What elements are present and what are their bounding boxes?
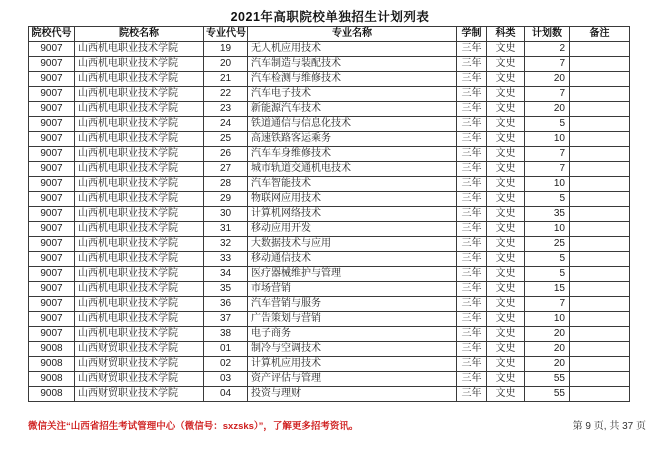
cell-duration: 三年 xyxy=(457,267,487,282)
cell-note xyxy=(570,372,630,387)
table-row xyxy=(29,222,630,237)
cell-college-name: 山西机电职业技术学院 xyxy=(75,132,204,147)
cell-college-code: 9008 xyxy=(29,342,75,357)
cell-plan-count: 7 xyxy=(525,297,570,312)
page-title: 2021年高职院校单独招生计划列表 xyxy=(230,10,430,24)
cell-subject-category: 文史 xyxy=(487,342,525,357)
cell-subject-category: 文史 xyxy=(487,327,525,342)
cell-major-code: 29 xyxy=(204,192,248,207)
column-header-7: 备注 xyxy=(570,27,630,42)
cell-plan-count: 35 xyxy=(525,207,570,222)
cell-major-code: 35 xyxy=(204,282,248,297)
cell-duration: 三年 xyxy=(457,357,487,372)
cell-plan-count: 20 xyxy=(525,102,570,117)
table-row xyxy=(29,372,630,387)
cell-major-name: 物联网应用技术 xyxy=(248,192,457,207)
cell-major-code: 38 xyxy=(204,327,248,342)
cell-major-name: 汽车制造与装配技术 xyxy=(248,57,457,72)
cell-college-name: 山西财贸职业技术学院 xyxy=(75,357,204,372)
table-row xyxy=(29,237,630,252)
cell-major-name: 高速铁路客运乘务 xyxy=(248,132,457,147)
cell-duration: 三年 xyxy=(457,327,487,342)
table-row xyxy=(29,282,630,297)
cell-college-code: 9007 xyxy=(29,87,75,102)
cell-note xyxy=(570,192,630,207)
cell-major-name: 医疗器械维护与管理 xyxy=(248,267,457,282)
cell-duration: 三年 xyxy=(457,237,487,252)
cell-plan-count: 5 xyxy=(525,252,570,267)
cell-major-name: 汽车智能技术 xyxy=(248,177,457,192)
cell-major-code: 22 xyxy=(204,87,248,102)
column-header-1: 院校名称 xyxy=(75,27,204,42)
cell-subject-category: 文史 xyxy=(487,192,525,207)
cell-college-name: 山西财贸职业技术学院 xyxy=(75,372,204,387)
cell-note xyxy=(570,162,630,177)
cell-note xyxy=(570,177,630,192)
cell-subject-category: 文史 xyxy=(487,222,525,237)
cell-note xyxy=(570,237,630,252)
cell-college-name: 山西机电职业技术学院 xyxy=(75,42,204,57)
cell-major-code: 20 xyxy=(204,57,248,72)
cell-college-code: 9007 xyxy=(29,207,75,222)
cell-note xyxy=(570,267,630,282)
cell-note xyxy=(570,282,630,297)
table-row xyxy=(29,72,630,87)
cell-college-name: 山西机电职业技术学院 xyxy=(75,222,204,237)
cell-duration: 三年 xyxy=(457,57,487,72)
cell-college-code: 9007 xyxy=(29,192,75,207)
cell-college-code: 9008 xyxy=(29,357,75,372)
cell-plan-count: 55 xyxy=(525,387,570,402)
cell-duration: 三年 xyxy=(457,372,487,387)
cell-college-code: 9007 xyxy=(29,252,75,267)
cell-college-code: 9007 xyxy=(29,222,75,237)
cell-college-name: 山西机电职业技术学院 xyxy=(75,267,204,282)
cell-college-name: 山西财贸职业技术学院 xyxy=(75,387,204,402)
table-row xyxy=(29,267,630,282)
cell-major-name: 汽车车身维修技术 xyxy=(248,147,457,162)
cell-subject-category: 文史 xyxy=(487,57,525,72)
cell-subject-category: 文史 xyxy=(487,357,525,372)
cell-subject-category: 文史 xyxy=(487,297,525,312)
cell-major-name: 制冷与空调技术 xyxy=(248,342,457,357)
cell-note xyxy=(570,342,630,357)
table-row xyxy=(29,87,630,102)
table-row xyxy=(29,147,630,162)
cell-subject-category: 文史 xyxy=(487,42,525,57)
table-row xyxy=(29,342,630,357)
cell-subject-category: 文史 xyxy=(487,282,525,297)
cell-subject-category: 文史 xyxy=(487,207,525,222)
cell-college-name: 山西机电职业技术学院 xyxy=(75,207,204,222)
cell-major-code: 25 xyxy=(204,132,248,147)
cell-note xyxy=(570,72,630,87)
cell-college-name: 山西机电职业技术学院 xyxy=(75,192,204,207)
cell-college-name: 山西机电职业技术学院 xyxy=(75,102,204,117)
cell-major-name: 计算机网络技术 xyxy=(248,207,457,222)
cell-college-code: 9007 xyxy=(29,267,75,282)
cell-major-code: 31 xyxy=(204,222,248,237)
cell-plan-count: 20 xyxy=(525,327,570,342)
cell-note xyxy=(570,147,630,162)
cell-subject-category: 文史 xyxy=(487,132,525,147)
cell-duration: 三年 xyxy=(457,282,487,297)
cell-college-code: 9007 xyxy=(29,162,75,177)
cell-major-code: 24 xyxy=(204,117,248,132)
cell-college-name: 山西机电职业技术学院 xyxy=(75,147,204,162)
table-row xyxy=(29,327,630,342)
table-row xyxy=(29,42,630,57)
cell-plan-count: 15 xyxy=(525,282,570,297)
cell-note xyxy=(570,252,630,267)
cell-plan-count: 5 xyxy=(525,267,570,282)
cell-major-name: 汽车营销与服务 xyxy=(248,297,457,312)
table-row xyxy=(29,162,630,177)
cell-duration: 三年 xyxy=(457,207,487,222)
cell-duration: 三年 xyxy=(457,342,487,357)
cell-college-name: 山西机电职业技术学院 xyxy=(75,312,204,327)
cell-duration: 三年 xyxy=(457,297,487,312)
table-header-row xyxy=(29,27,630,42)
cell-major-code: 30 xyxy=(204,207,248,222)
cell-duration: 三年 xyxy=(457,102,487,117)
cell-college-code: 9007 xyxy=(29,177,75,192)
cell-note xyxy=(570,312,630,327)
cell-college-name: 山西机电职业技术学院 xyxy=(75,237,204,252)
cell-college-name: 山西机电职业技术学院 xyxy=(75,177,204,192)
cell-plan-count: 20 xyxy=(525,72,570,87)
table-row xyxy=(29,207,630,222)
cell-major-code: 23 xyxy=(204,102,248,117)
cell-major-name: 汽车检测与维修技术 xyxy=(248,72,457,87)
column-header-6: 计划数 xyxy=(525,27,570,42)
cell-major-name: 移动通信技术 xyxy=(248,252,457,267)
cell-duration: 三年 xyxy=(457,222,487,237)
page-footer xyxy=(28,417,646,432)
cell-major-name: 汽车电子技术 xyxy=(248,87,457,102)
cell-college-name: 山西机电职业技术学院 xyxy=(75,252,204,267)
cell-college-code: 9007 xyxy=(29,117,75,132)
column-header-5: 科类 xyxy=(487,27,525,42)
cell-plan-count: 55 xyxy=(525,372,570,387)
cell-subject-category: 文史 xyxy=(487,267,525,282)
cell-major-name: 市场营销 xyxy=(248,282,457,297)
cell-college-name: 山西机电职业技术学院 xyxy=(75,327,204,342)
cell-duration: 三年 xyxy=(457,192,487,207)
cell-college-name: 山西机电职业技术学院 xyxy=(75,117,204,132)
cell-college-code: 9007 xyxy=(29,237,75,252)
cell-subject-category: 文史 xyxy=(487,312,525,327)
table-row xyxy=(29,192,630,207)
table-row xyxy=(29,297,630,312)
cell-subject-category: 文史 xyxy=(487,387,525,402)
table-row xyxy=(29,132,630,147)
cell-subject-category: 文史 xyxy=(487,87,525,102)
cell-plan-count: 20 xyxy=(525,357,570,372)
cell-note xyxy=(570,387,630,402)
cell-duration: 三年 xyxy=(457,87,487,102)
cell-college-code: 9007 xyxy=(29,297,75,312)
cell-plan-count: 20 xyxy=(525,342,570,357)
cell-duration: 三年 xyxy=(457,117,487,132)
cell-major-code: 32 xyxy=(204,237,248,252)
cell-duration: 三年 xyxy=(457,42,487,57)
cell-major-code: 34 xyxy=(204,267,248,282)
cell-college-name: 山西机电职业技术学院 xyxy=(75,87,204,102)
cell-plan-count: 7 xyxy=(525,162,570,177)
cell-college-code: 9007 xyxy=(29,57,75,72)
cell-college-name: 山西机电职业技术学院 xyxy=(75,297,204,312)
cell-plan-count: 10 xyxy=(525,312,570,327)
cell-college-code: 9007 xyxy=(29,327,75,342)
cell-plan-count: 7 xyxy=(525,87,570,102)
cell-note xyxy=(570,357,630,372)
cell-college-code: 9007 xyxy=(29,132,75,147)
cell-note xyxy=(570,132,630,147)
cell-college-code: 9008 xyxy=(29,387,75,402)
column-header-4: 学制 xyxy=(457,27,487,42)
table-row xyxy=(29,252,630,267)
wechat-notice-text: 微信关注“山西省招生考试管理中心（微信号：sxzsks）”，了解更多招考资讯。 xyxy=(28,421,359,432)
cell-major-name: 资产评估与管理 xyxy=(248,372,457,387)
cell-major-name: 电子商务 xyxy=(248,327,457,342)
cell-major-code: 36 xyxy=(204,297,248,312)
cell-major-code: 33 xyxy=(204,252,248,267)
cell-major-name: 投资与理财 xyxy=(248,387,457,402)
table-row xyxy=(29,102,630,117)
cell-duration: 三年 xyxy=(457,177,487,192)
cell-college-name: 山西机电职业技术学院 xyxy=(75,282,204,297)
cell-major-code: 26 xyxy=(204,147,248,162)
column-header-2: 专业代号 xyxy=(204,27,248,42)
table-row xyxy=(29,117,630,132)
column-header-3: 专业名称 xyxy=(248,27,457,42)
cell-duration: 三年 xyxy=(457,132,487,147)
cell-college-code: 9007 xyxy=(29,312,75,327)
cell-duration: 三年 xyxy=(457,147,487,162)
cell-plan-count: 10 xyxy=(525,222,570,237)
cell-major-code: 27 xyxy=(204,162,248,177)
table-row xyxy=(29,177,630,192)
table-row xyxy=(29,312,630,327)
cell-subject-category: 文史 xyxy=(487,372,525,387)
cell-major-name: 大数据技术与应用 xyxy=(248,237,457,252)
cell-note xyxy=(570,57,630,72)
cell-major-code: 19 xyxy=(204,42,248,57)
cell-plan-count: 5 xyxy=(525,192,570,207)
cell-subject-category: 文史 xyxy=(487,162,525,177)
cell-college-code: 9007 xyxy=(29,102,75,117)
cell-major-code: 28 xyxy=(204,177,248,192)
table-row xyxy=(29,387,630,402)
cell-duration: 三年 xyxy=(457,387,487,402)
table-row xyxy=(29,357,630,372)
cell-note xyxy=(570,117,630,132)
cell-plan-count: 2 xyxy=(525,42,570,57)
cell-plan-count: 7 xyxy=(525,57,570,72)
cell-college-code: 9007 xyxy=(29,282,75,297)
cell-subject-category: 文史 xyxy=(487,117,525,132)
table-row xyxy=(29,57,630,72)
cell-note xyxy=(570,87,630,102)
cell-duration: 三年 xyxy=(457,312,487,327)
cell-major-name: 移动应用开发 xyxy=(248,222,457,237)
cell-duration: 三年 xyxy=(457,72,487,87)
cell-major-name: 计算机应用技术 xyxy=(248,357,457,372)
cell-college-name: 山西机电职业技术学院 xyxy=(75,72,204,87)
cell-plan-count: 25 xyxy=(525,237,570,252)
cell-college-code: 9007 xyxy=(29,72,75,87)
cell-subject-category: 文史 xyxy=(487,252,525,267)
cell-college-name: 山西财贸职业技术学院 xyxy=(75,342,204,357)
cell-major-name: 铁道通信与信息化技术 xyxy=(248,117,457,132)
cell-major-code: 03 xyxy=(204,372,248,387)
cell-note xyxy=(570,297,630,312)
cell-note xyxy=(570,222,630,237)
cell-subject-category: 文史 xyxy=(487,177,525,192)
cell-subject-category: 文史 xyxy=(487,147,525,162)
cell-college-name: 山西机电职业技术学院 xyxy=(75,57,204,72)
cell-major-name: 广告策划与营销 xyxy=(248,312,457,327)
cell-major-name: 新能源汽车技术 xyxy=(248,102,457,117)
cell-note xyxy=(570,102,630,117)
cell-note xyxy=(570,207,630,222)
cell-major-name: 城市轨道交通机电技术 xyxy=(248,162,457,177)
cell-plan-count: 5 xyxy=(525,117,570,132)
cell-major-code: 01 xyxy=(204,342,248,357)
cell-major-code: 04 xyxy=(204,387,248,402)
cell-note xyxy=(570,327,630,342)
column-header-0: 院校代号 xyxy=(29,27,75,42)
cell-plan-count: 10 xyxy=(525,177,570,192)
cell-duration: 三年 xyxy=(457,162,487,177)
cell-major-code: 21 xyxy=(204,72,248,87)
cell-duration: 三年 xyxy=(457,252,487,267)
cell-subject-category: 文史 xyxy=(487,72,525,87)
cell-plan-count: 10 xyxy=(525,132,570,147)
cell-subject-category: 文史 xyxy=(487,102,525,117)
cell-major-code: 02 xyxy=(204,357,248,372)
cell-college-code: 9007 xyxy=(29,147,75,162)
cell-note xyxy=(570,42,630,57)
cell-college-code: 9008 xyxy=(29,372,75,387)
cell-subject-category: 文史 xyxy=(487,237,525,252)
enrollment-plan-table xyxy=(28,26,630,402)
cell-college-name: 山西机电职业技术学院 xyxy=(75,162,204,177)
cell-major-name: 无人机应用技术 xyxy=(248,42,457,57)
page-number: 第 9 页, 共 37 页 xyxy=(572,421,646,432)
cell-major-code: 37 xyxy=(204,312,248,327)
cell-plan-count: 7 xyxy=(525,147,570,162)
cell-college-code: 9007 xyxy=(29,42,75,57)
